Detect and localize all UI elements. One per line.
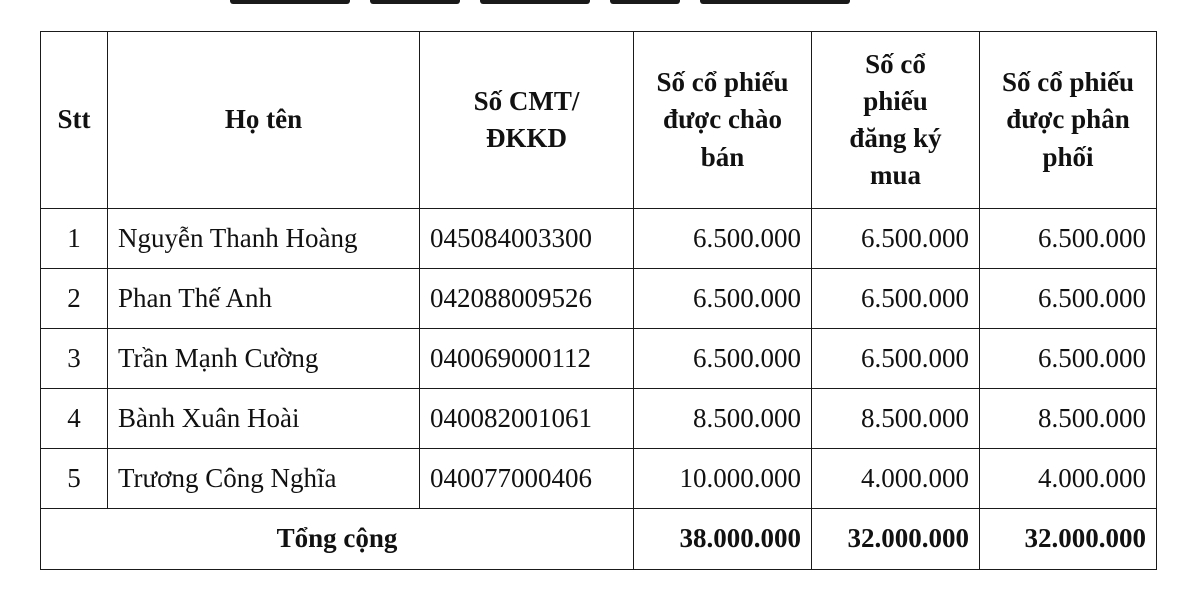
row-stt: 3: [41, 329, 108, 389]
row-id-number: 040069000112: [420, 329, 634, 389]
header-name: Họ tên: [108, 32, 420, 209]
row-name: Trần Mạnh Cường: [108, 329, 420, 389]
row-id-number: 040077000406: [420, 449, 634, 509]
row-shares-offered: 6.500.000: [634, 269, 812, 329]
row-stt: 1: [41, 209, 108, 269]
row-name: Nguyễn Thanh Hoàng: [108, 209, 420, 269]
row-shares-offered: 8.500.000: [634, 389, 812, 449]
row-name: Bành Xuân Hoài: [108, 389, 420, 449]
row-id-number: 040082001061: [420, 389, 634, 449]
header-shares-registered: Số cổ phiếu đăng ký mua: [812, 32, 980, 209]
row-shares-offered: 6.500.000: [634, 209, 812, 269]
table-row: [41, 449, 1157, 509]
header-row: [41, 32, 1157, 209]
header-shares-allocated: Số cổ phiếu được phân phối: [980, 32, 1157, 209]
row-shares-registered: 8.500.000: [812, 389, 980, 449]
row-shares-registered: 6.500.000: [812, 269, 980, 329]
row-id-number: 045084003300: [420, 209, 634, 269]
row-stt: 5: [41, 449, 108, 509]
row-stt: 4: [41, 389, 108, 449]
total-label: Tổng cộng: [41, 509, 634, 570]
header-id-number: Số CMT/ĐKKD: [420, 32, 634, 209]
table-row: [41, 329, 1157, 389]
row-shares-registered: 4.000.000: [812, 449, 980, 509]
row-shares-registered: 6.500.000: [812, 209, 980, 269]
header-shares-offered: Số cổ phiếu được chào bán: [634, 32, 812, 209]
row-shares-allocated: 6.500.000: [980, 329, 1157, 389]
row-name: Trương Công Nghĩa: [108, 449, 420, 509]
row-shares-offered: 6.500.000: [634, 329, 812, 389]
total-row: [41, 509, 1157, 570]
row-shares-allocated: 8.500.000: [980, 389, 1157, 449]
row-shares-allocated: 4.000.000: [980, 449, 1157, 509]
total-shares-allocated: 32.000.000: [980, 509, 1157, 570]
table-row: [41, 209, 1157, 269]
share-allocation-table: [40, 31, 1157, 570]
row-shares-allocated: 6.500.000: [980, 209, 1157, 269]
row-id-number: 042088009526: [420, 269, 634, 329]
row-shares-allocated: 6.500.000: [980, 269, 1157, 329]
total-shares-registered: 32.000.000: [812, 509, 980, 570]
row-shares-registered: 6.500.000: [812, 329, 980, 389]
row-name: Phan Thế Anh: [108, 269, 420, 329]
table-row: [41, 389, 1157, 449]
header-stt: Stt: [41, 32, 108, 209]
cropped-text-line: [230, 0, 850, 6]
total-shares-offered: 38.000.000: [634, 509, 812, 570]
row-stt: 2: [41, 269, 108, 329]
table-row: [41, 269, 1157, 329]
row-shares-offered: 10.000.000: [634, 449, 812, 509]
